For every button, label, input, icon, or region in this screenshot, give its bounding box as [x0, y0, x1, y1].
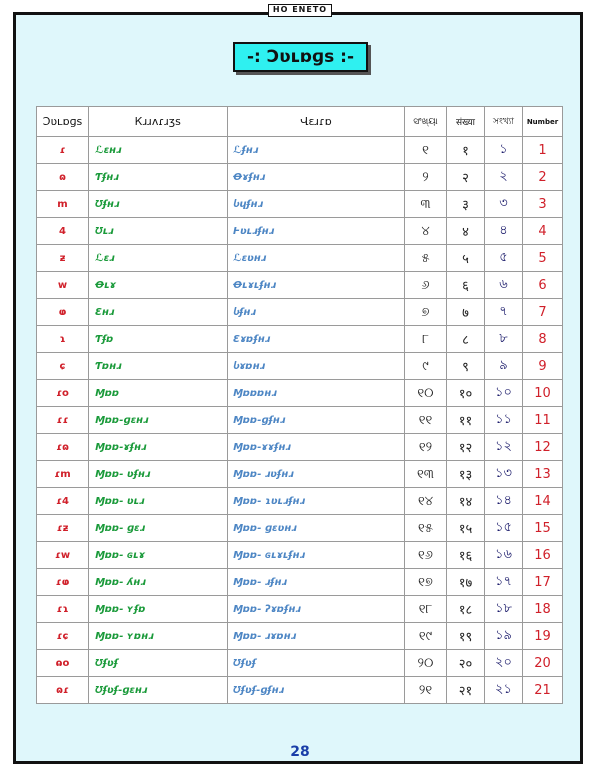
ordinal-word-cell: Ɱɒɒ- ʔɤɒʄʜɹ [228, 596, 405, 623]
ho-numeral-cell: ɿ [37, 326, 89, 353]
arabic-number-cell: 1 [523, 137, 563, 164]
arabic-number-cell: 3 [523, 191, 563, 218]
devanagari-numeral-cell: १७ [447, 569, 485, 596]
devanagari-numeral-cell: ५ [447, 245, 485, 272]
cardinal-word-cell: ℒɛɹ [89, 245, 228, 272]
odia-numeral-cell: ୧୯ [405, 623, 447, 650]
ho-numeral-cell: m [37, 191, 89, 218]
table-row [37, 569, 563, 596]
ordinal-word-cell: Ɱɒɒɒʜɹ [228, 380, 405, 407]
ho-numeral-cell: ɾɕ [37, 623, 89, 650]
cardinal-word-cell: Ɱɒɒ-ɡɛʜɹ [89, 407, 228, 434]
ordinal-word-cell: Ꝋɤʄʜɹ [228, 164, 405, 191]
ordinal-word-cell: ℒʄʜɹ [228, 137, 405, 164]
table-row [37, 542, 563, 569]
ho-numeral-cell: ɾ4 [37, 488, 89, 515]
bengali-numeral-cell: ৭ [485, 299, 523, 326]
arabic-number-cell: 10 [523, 380, 563, 407]
odia-numeral-cell: ୮ [405, 326, 447, 353]
cardinal-word-cell: Ɱɒɒ- ʏʄɒ [89, 596, 228, 623]
ho-numeral-cell: ɾo [37, 380, 89, 407]
bengali-numeral-cell: ১৭ [485, 569, 523, 596]
column-header-bengali: সংখ্যা [485, 107, 523, 137]
devanagari-numeral-cell: १५ [447, 515, 485, 542]
ordinal-word-cell: Ɱɒɒ-ɤɤʄʜɹ [228, 434, 405, 461]
bengali-numeral-cell: ১৩ [485, 461, 523, 488]
bengali-numeral-cell: ২১ [485, 677, 523, 704]
header-label: HO ENETO [268, 4, 332, 17]
bengali-numeral-cell: ১৪ [485, 488, 523, 515]
ho-numeral-cell: ɷ [37, 164, 89, 191]
ho-numeral-cell: ƶ [37, 245, 89, 272]
ho-numeral-cell: ⱷ [37, 299, 89, 326]
ho-numeral-cell: ɾɿ [37, 596, 89, 623]
ordinal-word-cell: Ɱɒɒ- ɹʄʜɹ [228, 569, 405, 596]
devanagari-numeral-cell: ९ [447, 353, 485, 380]
bengali-numeral-cell: ১১ [485, 407, 523, 434]
arabic-number-cell: 2 [523, 164, 563, 191]
odia-numeral-cell: ୧୫ [405, 515, 447, 542]
cardinal-word-cell: Ɱɒɒ- ɡɛɹ [89, 515, 228, 542]
table-row [37, 245, 563, 272]
table-row [37, 488, 563, 515]
page-title: -: Ɔʋʟɒɡs :- [233, 42, 368, 72]
ordinal-word-cell: Ɱɒɒ- ɡɛʋʜɹ [228, 515, 405, 542]
cardinal-word-cell: Ƭʄʜɹ [89, 164, 228, 191]
cardinal-word-cell: Ɱɒɒ- ʋʟɹ [89, 488, 228, 515]
column-header-odia: ସଂଖ୍ୟା [405, 107, 447, 137]
table-row [37, 326, 563, 353]
bengali-numeral-cell: ২০ [485, 650, 523, 677]
devanagari-numeral-cell: ८ [447, 326, 485, 353]
table-row [37, 353, 563, 380]
odia-numeral-cell: ୧୮ [405, 596, 447, 623]
column-header-ordinal: Վɛɹɾɒ [228, 107, 405, 137]
cardinal-word-cell: Ƭʄɒ [89, 326, 228, 353]
cardinal-word-cell: Ʊʄʋʄ-ɡɛʜɹ [89, 677, 228, 704]
devanagari-numeral-cell: १८ [447, 596, 485, 623]
cardinal-word-cell: Ʊʄʜɹ [89, 191, 228, 218]
table-row [37, 461, 563, 488]
ho-numeral-cell: ɾw [37, 542, 89, 569]
arabic-number-cell: 7 [523, 299, 563, 326]
page-number: 28 [290, 744, 310, 760]
arabic-number-cell: 13 [523, 461, 563, 488]
table-row [37, 380, 563, 407]
table-row [37, 164, 563, 191]
bengali-numeral-cell: ১ [485, 137, 523, 164]
ordinal-word-cell: Ⴑʄʜɹ [228, 299, 405, 326]
bengali-numeral-cell: ৮ [485, 326, 523, 353]
ordinal-word-cell: Ʊʄʋʄ-ɡʄʜɹ [228, 677, 405, 704]
ordinal-word-cell: Ⱶʋʟɹʄʜɹ [228, 218, 405, 245]
ho-numeral-cell: ɷo [37, 650, 89, 677]
bengali-numeral-cell: ৫ [485, 245, 523, 272]
bengali-numeral-cell: ১৬ [485, 542, 523, 569]
table-row [37, 407, 563, 434]
ordinal-word-cell: Ɱɒɒ- ɹʋʄʜɹ [228, 461, 405, 488]
devanagari-numeral-cell: १४ [447, 488, 485, 515]
odia-numeral-cell: ୧୦ [405, 380, 447, 407]
table-row [37, 677, 563, 704]
bengali-numeral-cell: ২ [485, 164, 523, 191]
ordinal-word-cell: Ⴑɤɒʜɹ [228, 353, 405, 380]
bengali-numeral-cell: ৪ [485, 218, 523, 245]
cardinal-word-cell: Ꝋʟɤ [89, 272, 228, 299]
numbers-table [36, 106, 563, 704]
table-row [37, 515, 563, 542]
column-header-number: Number [523, 107, 563, 137]
bengali-numeral-cell: ৯ [485, 353, 523, 380]
numbers-table-container [36, 106, 562, 704]
arabic-number-cell: 16 [523, 542, 563, 569]
table-row [37, 191, 563, 218]
odia-numeral-cell: ୨ [405, 164, 447, 191]
ordinal-word-cell: Ɱɒɒ- ɿʋʟɹʄʜɹ [228, 488, 405, 515]
devanagari-numeral-cell: २१ [447, 677, 485, 704]
devanagari-numeral-cell: २ [447, 164, 485, 191]
ho-numeral-cell: ɾ [37, 137, 89, 164]
ordinal-word-cell: ℒɛʋʜɹ [228, 245, 405, 272]
ordinal-word-cell: Ⴑɥʄʜɹ [228, 191, 405, 218]
odia-numeral-cell: ୨୦ [405, 650, 447, 677]
ho-numeral-cell: ɾƶ [37, 515, 89, 542]
cardinal-word-cell: Ʊʄʋʄ [89, 650, 228, 677]
table-row [37, 650, 563, 677]
devanagari-numeral-cell: १२ [447, 434, 485, 461]
devanagari-numeral-cell: १९ [447, 623, 485, 650]
ho-numeral-cell: ɾɷ [37, 434, 89, 461]
devanagari-numeral-cell: १६ [447, 542, 485, 569]
devanagari-numeral-cell: ४ [447, 218, 485, 245]
arabic-number-cell: 6 [523, 272, 563, 299]
cardinal-word-cell: Ɱɒɒ [89, 380, 228, 407]
ordinal-word-cell: Ꝋʟɤʟʄʜɹ [228, 272, 405, 299]
odia-numeral-cell: ୧ [405, 137, 447, 164]
devanagari-numeral-cell: ३ [447, 191, 485, 218]
odia-numeral-cell: ୪ [405, 218, 447, 245]
table-row [37, 299, 563, 326]
arabic-number-cell: 5 [523, 245, 563, 272]
arabic-number-cell: 11 [523, 407, 563, 434]
odia-numeral-cell: ୧୭ [405, 569, 447, 596]
cardinal-word-cell: Ɱɒɒ-ɤʄʜɹ [89, 434, 228, 461]
bengali-numeral-cell: ১৮ [485, 596, 523, 623]
ho-numeral-cell: 4 [37, 218, 89, 245]
table-row [37, 272, 563, 299]
bengali-numeral-cell: ১৯ [485, 623, 523, 650]
devanagari-numeral-cell: ७ [447, 299, 485, 326]
ordinal-word-cell: Ɛɤɒʄʜɹ [228, 326, 405, 353]
arabic-number-cell: 15 [523, 515, 563, 542]
arabic-number-cell: 17 [523, 569, 563, 596]
odia-numeral-cell: ୩ [405, 191, 447, 218]
arabic-number-cell: 21 [523, 677, 563, 704]
ho-numeral-cell: ɾm [37, 461, 89, 488]
arabic-number-cell: 12 [523, 434, 563, 461]
ordinal-word-cell: Ʊʄʋʄ [228, 650, 405, 677]
devanagari-numeral-cell: ६ [447, 272, 485, 299]
ordinal-word-cell: Ɱɒɒ- ɢʟɤʟʄʜɹ [228, 542, 405, 569]
column-header-devanagari: संख्या [447, 107, 485, 137]
cardinal-word-cell: Ɱɒɒ- ʋʄʜɹ [89, 461, 228, 488]
odia-numeral-cell: ୭ [405, 299, 447, 326]
odia-numeral-cell: ୫ [405, 245, 447, 272]
table-row [37, 596, 563, 623]
cardinal-word-cell: Ʊʟɹ [89, 218, 228, 245]
table-row [37, 218, 563, 245]
ho-numeral-cell: ɾɾ [37, 407, 89, 434]
cardinal-word-cell: Ɱɒɒ- ʏɒʜɹ [89, 623, 228, 650]
cardinal-word-cell: ℒɛʜɹ [89, 137, 228, 164]
devanagari-numeral-cell: २० [447, 650, 485, 677]
ho-numeral-cell: ɷɾ [37, 677, 89, 704]
table-row [37, 434, 563, 461]
column-header-ho: Ɔʋʟɒɡs [37, 107, 89, 137]
arabic-number-cell: 18 [523, 596, 563, 623]
bengali-numeral-cell: ৩ [485, 191, 523, 218]
devanagari-numeral-cell: ११ [447, 407, 485, 434]
arabic-number-cell: 9 [523, 353, 563, 380]
arabic-number-cell: 14 [523, 488, 563, 515]
bengali-numeral-cell: ১২ [485, 434, 523, 461]
arabic-number-cell: 20 [523, 650, 563, 677]
ho-numeral-cell: ɾⱷ [37, 569, 89, 596]
table-header-row [37, 107, 563, 137]
odia-numeral-cell: ୧୩ [405, 461, 447, 488]
arabic-number-cell: 4 [523, 218, 563, 245]
odia-numeral-cell: ୬ [405, 272, 447, 299]
cardinal-word-cell: Ɱɒɒ- ʎʜɹ [89, 569, 228, 596]
table-body [37, 137, 563, 704]
bengali-numeral-cell: ৬ [485, 272, 523, 299]
odia-numeral-cell: ୨୧ [405, 677, 447, 704]
ordinal-word-cell: Ɱɒɒ- ɹɤɒʜɹ [228, 623, 405, 650]
devanagari-numeral-cell: १३ [447, 461, 485, 488]
bengali-numeral-cell: ১০ [485, 380, 523, 407]
table-row [37, 623, 563, 650]
odia-numeral-cell: ୧୨ [405, 434, 447, 461]
cardinal-word-cell: Ƭɒʜɹ [89, 353, 228, 380]
arabic-number-cell: 8 [523, 326, 563, 353]
arabic-number-cell: 19 [523, 623, 563, 650]
cardinal-word-cell: Ɱɒɒ- ɢʟɤ [89, 542, 228, 569]
table-row [37, 137, 563, 164]
cardinal-word-cell: Ɛʜɹ [89, 299, 228, 326]
bengali-numeral-cell: ১৫ [485, 515, 523, 542]
odia-numeral-cell: ୧୧ [405, 407, 447, 434]
odia-numeral-cell: ୯ [405, 353, 447, 380]
devanagari-numeral-cell: १० [447, 380, 485, 407]
ho-numeral-cell: w [37, 272, 89, 299]
column-header-cardinal: Ꮶɹɹʌɾɹʒs [89, 107, 228, 137]
odia-numeral-cell: ୧୪ [405, 488, 447, 515]
devanagari-numeral-cell: १ [447, 137, 485, 164]
ordinal-word-cell: Ɱɒɒ-ɡʄʜɹ [228, 407, 405, 434]
ho-numeral-cell: ɕ [37, 353, 89, 380]
odia-numeral-cell: ୧୬ [405, 542, 447, 569]
